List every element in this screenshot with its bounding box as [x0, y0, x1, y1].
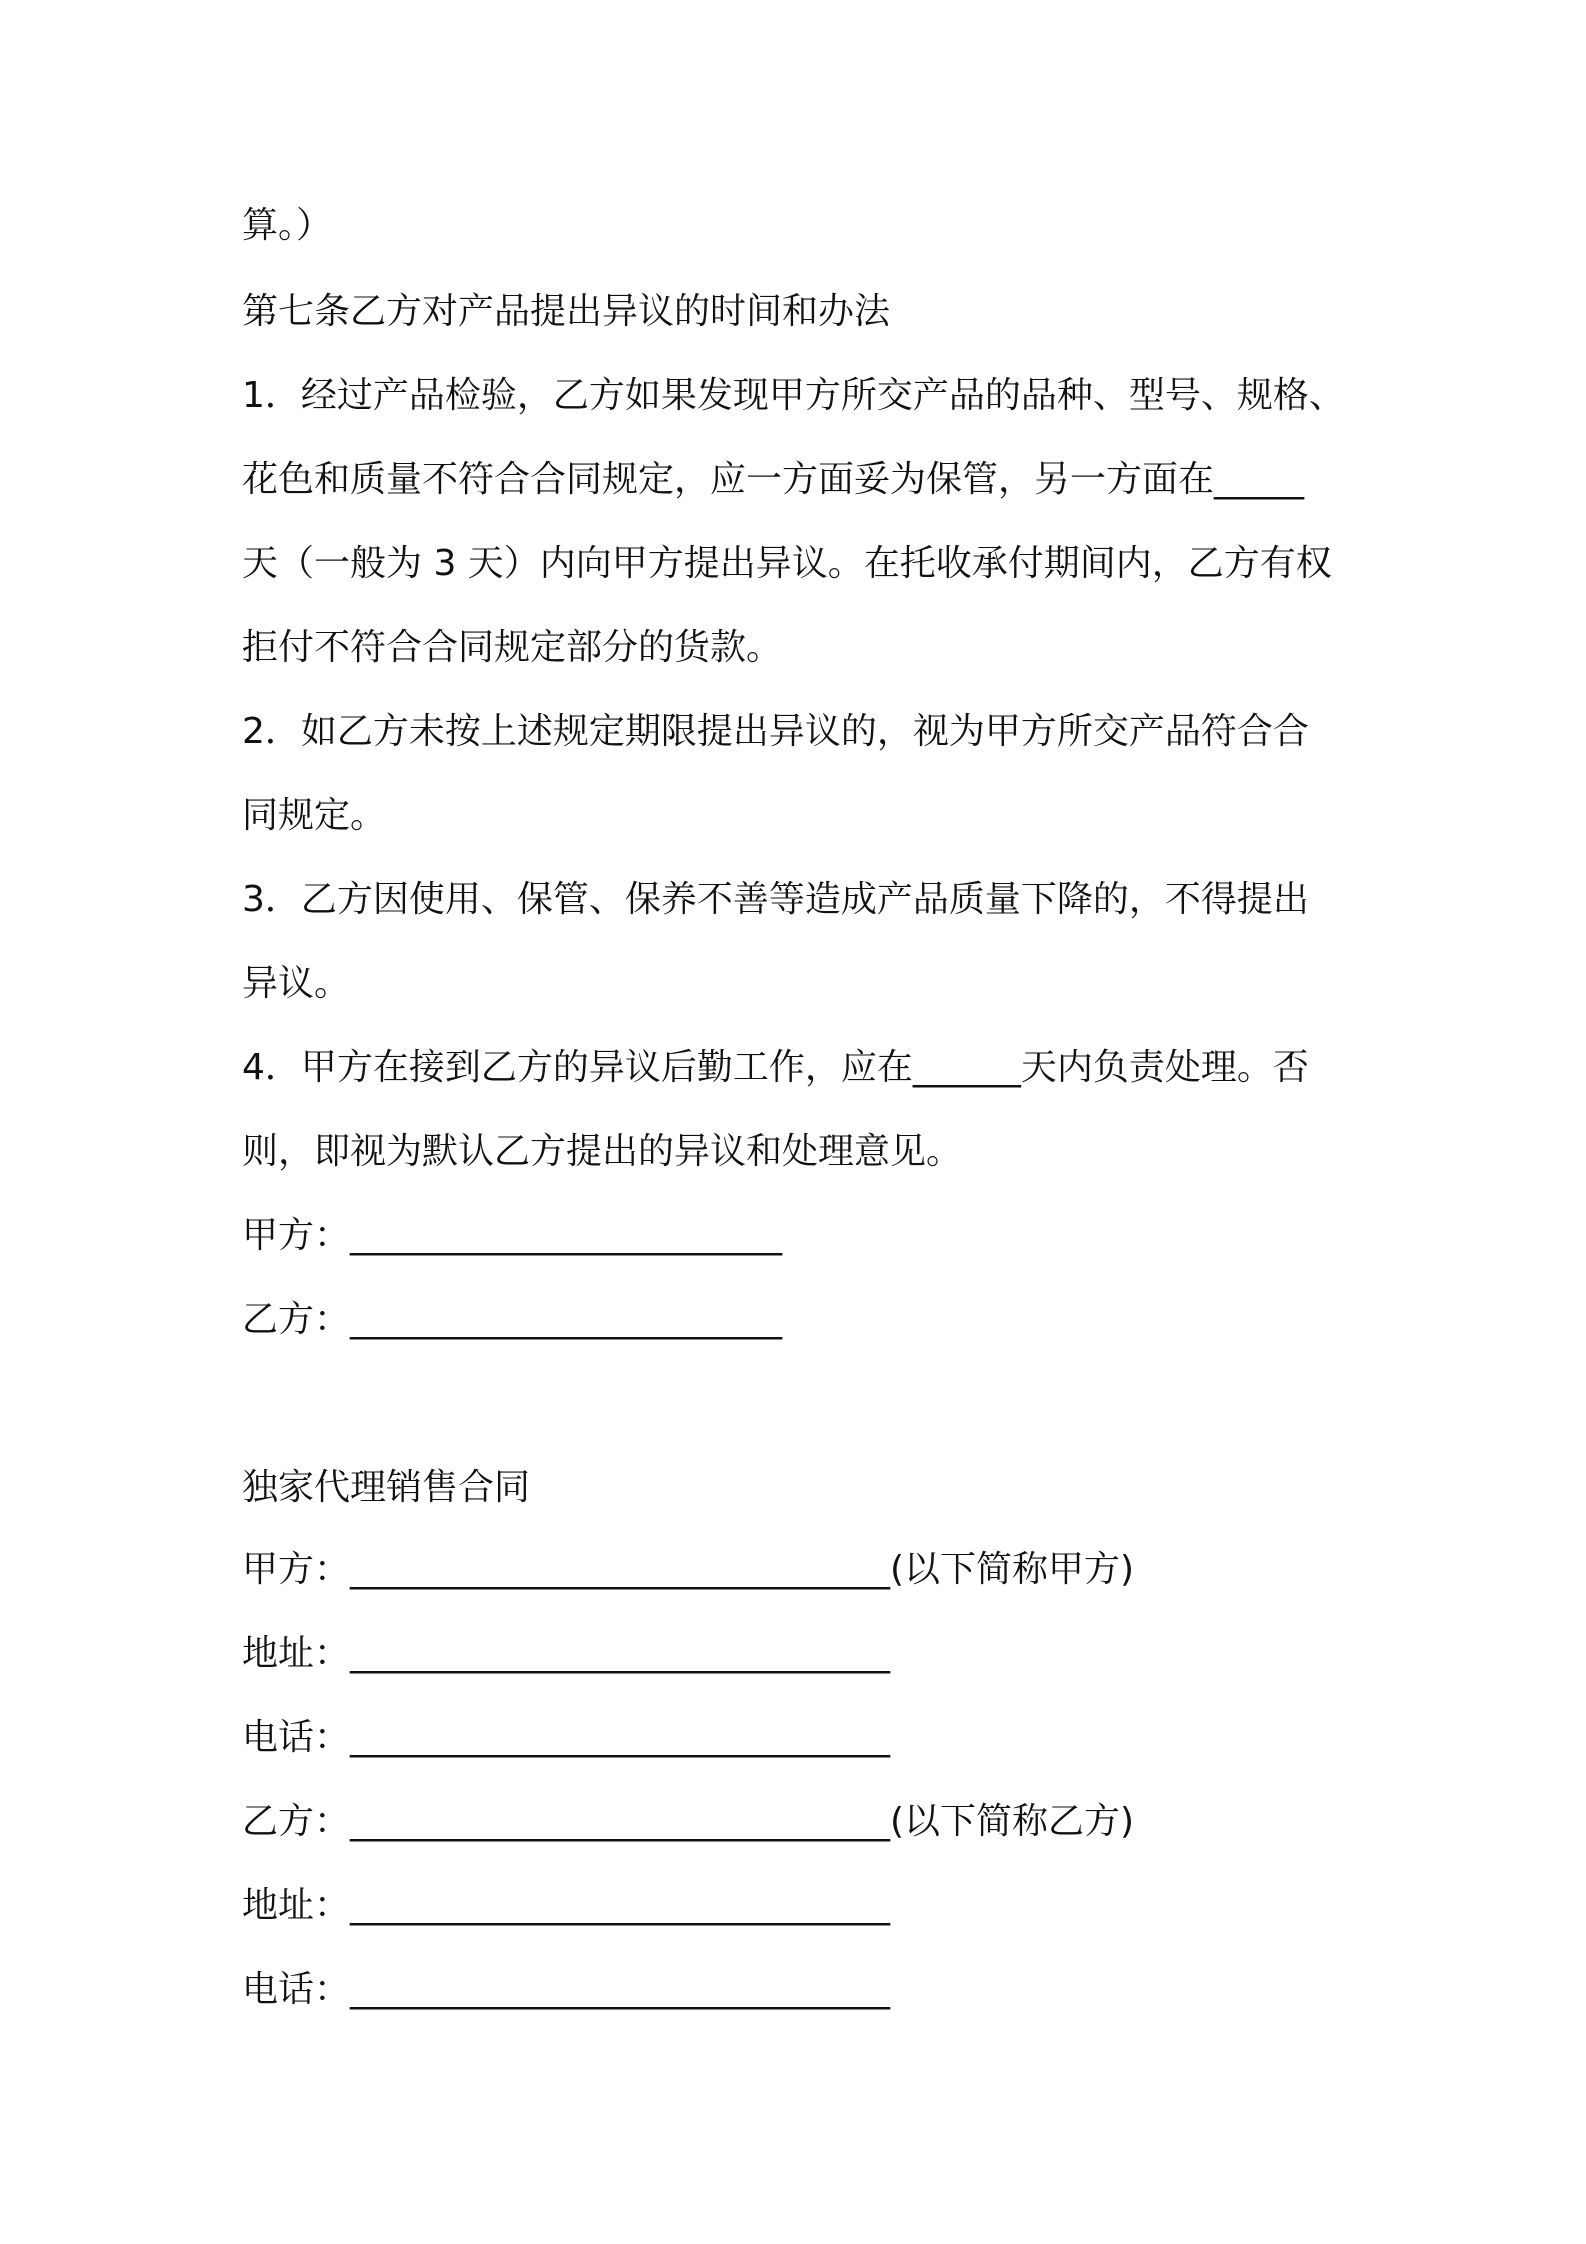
text-line: 算。） [242, 205, 333, 246]
signature-party-a: 甲方：________________________ [242, 1215, 783, 1256]
text-line: 拒付不符合合同规定部分的货款。 [242, 627, 783, 668]
text-line: 4．甲方在接到乙方的异议后勤工作，应在______天内负责处理。否 [242, 1047, 1309, 1088]
text-line: 2．如乙方未按上述规定期限提出异议的，视为甲方所交产品符合合 [242, 711, 1309, 752]
text-line: 3．乙方因使用、保管、保养不善等造成产品质量下降的，不得提出 [242, 879, 1309, 920]
party-b-phone-field: 电话：______________________________ [242, 1969, 891, 2010]
contract-title: 独家代理销售合同 [242, 1467, 531, 1508]
party-a-field: 甲方：______________________________(以下简称甲方) [242, 1549, 1135, 1590]
section-heading: 第七条乙方对产品提出异议的时间和办法 [242, 291, 891, 332]
party-a-phone-field: 电话：______________________________ [242, 1717, 891, 1758]
party-b-address-field: 地址：______________________________ [242, 1885, 891, 1926]
text-line: 同规定。 [242, 795, 387, 836]
party-b-field: 乙方：______________________________(以下简称乙方) [242, 1801, 1135, 1842]
signature-party-b: 乙方：________________________ [242, 1299, 783, 1340]
text-line: 花色和质量不符合合同规定，应一方面妥为保管，另一方面在_____ [242, 459, 1305, 500]
text-line: 则，即视为默认乙方提出的异议和处理意见。 [242, 1131, 963, 1172]
party-a-address-field: 地址：______________________________ [242, 1633, 891, 1674]
text-line: 天（一般为 3 天）内向甲方提出异议。在托收承付期间内，乙方有权 [242, 543, 1332, 584]
text-line: 1．经过产品检验，乙方如果发现甲方所交产品的品种、型号、规格、 [242, 375, 1345, 416]
text-line: 异议。 [242, 963, 351, 1004]
